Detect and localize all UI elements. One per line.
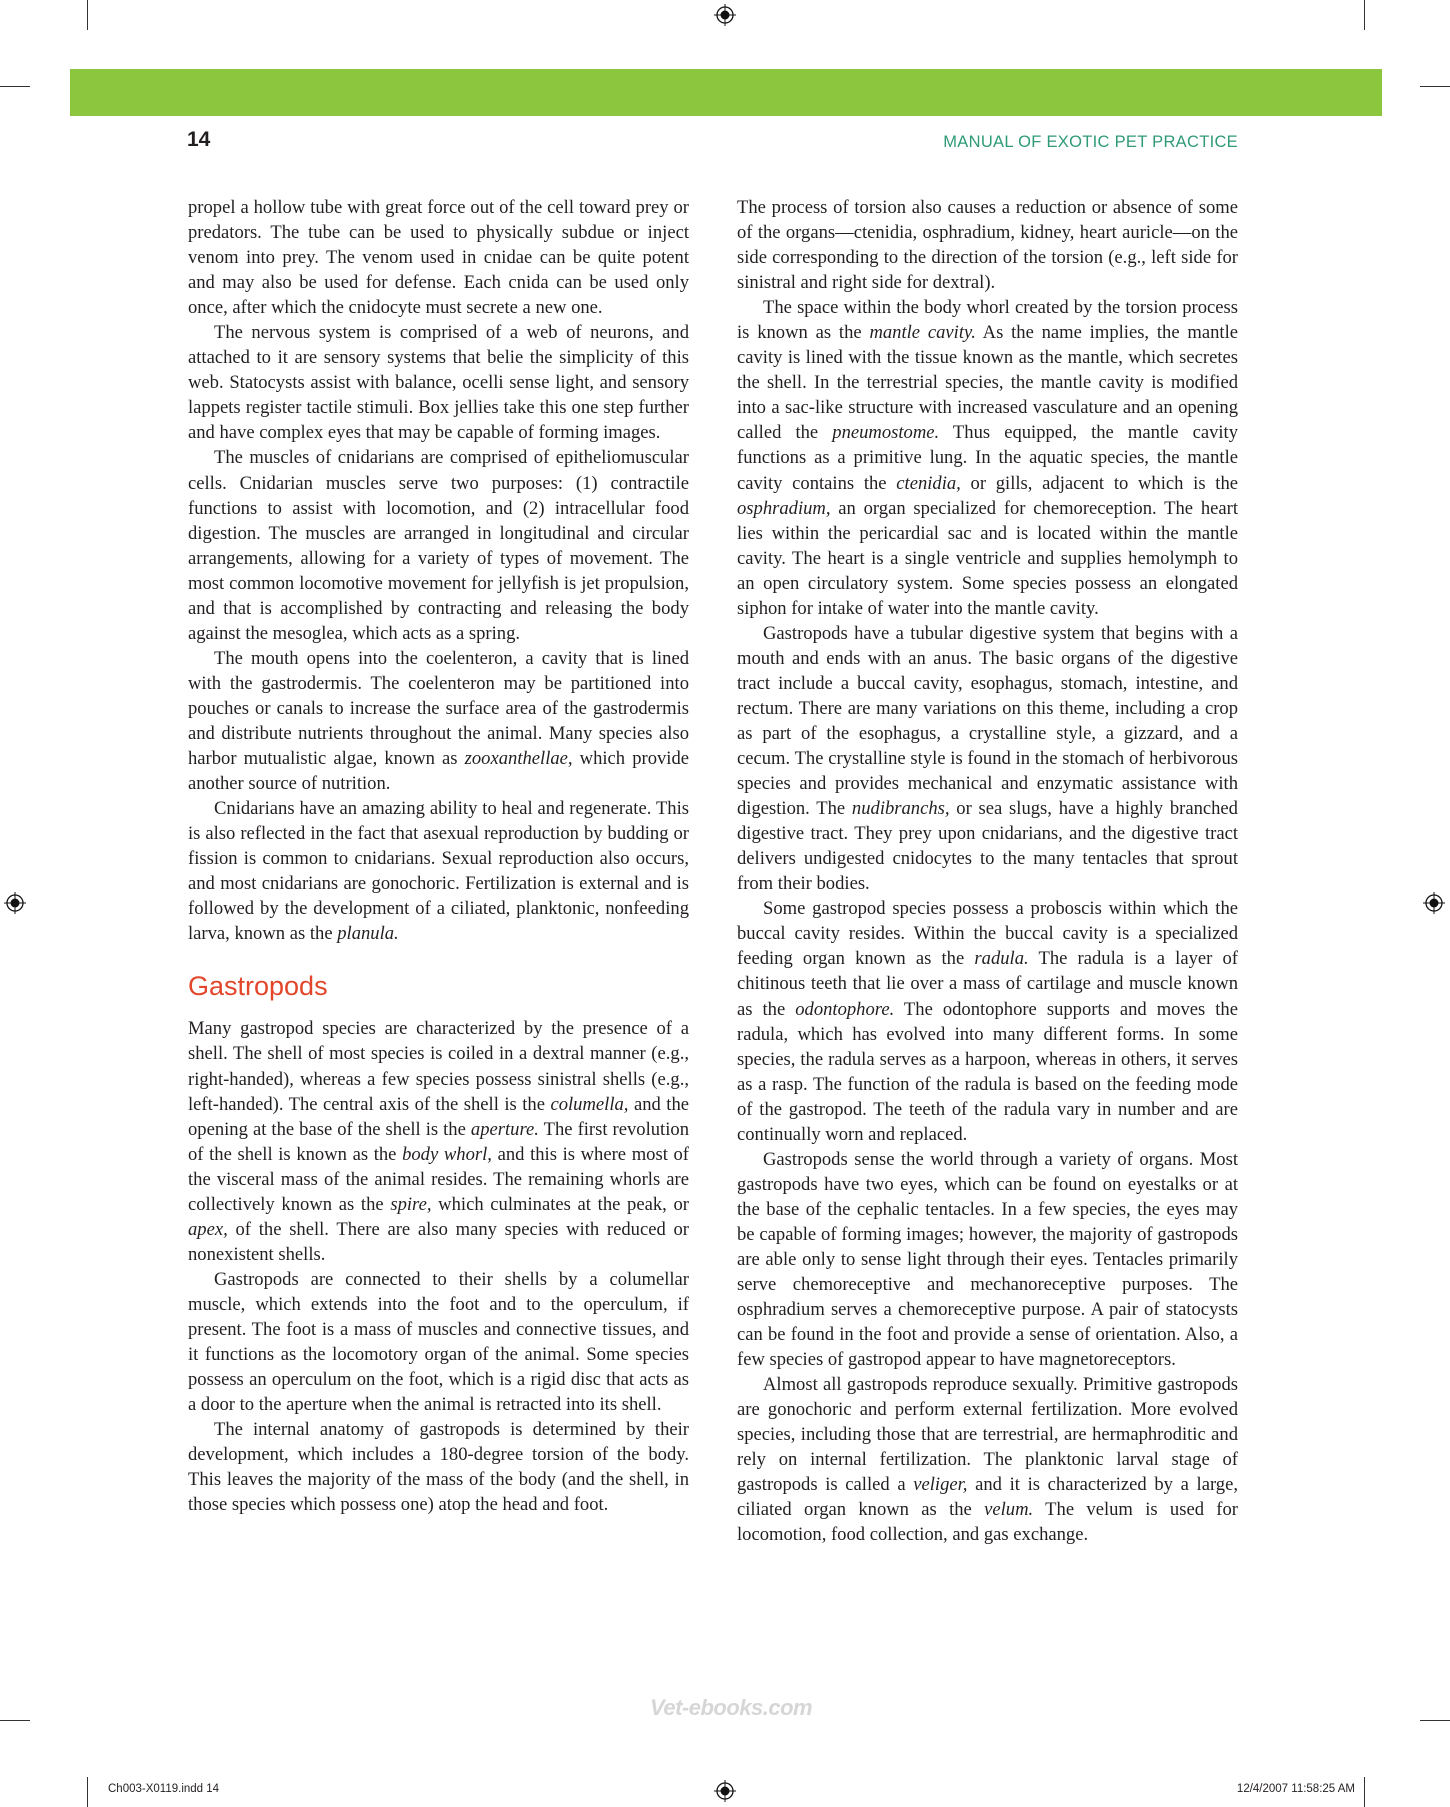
italic-term: planula. (337, 923, 399, 945)
slug-filename: Ch003-X0119.indd 14 (108, 1783, 220, 1795)
italic-term: mantle cavity. (869, 322, 976, 344)
crop-mark (1364, 0, 1365, 30)
registration-mark-icon (714, 4, 736, 26)
page-number: 14 (187, 128, 211, 151)
crop-mark (0, 1720, 30, 1721)
paragraph: Almost all gastropods reproduce sexually. Primitive gastropods are gonochoric and perform external fertilization. More evolved species, including those that are terrestrial, are hermaphroditic and rely on internal fertilization. The planktonic larval stage of gastropods is called a veliger, and it is characterized by a large, ciliated organ known as the velum. The velum is used for locomotion, food collection, and gas exchange. (737, 1374, 1239, 1546)
paragraph: The mouth opens into the coelenteron, a cavity that is lined with the gastrodermis. The coelenteron may be partitioned into pouches or canals to increase the surface area of the gastrodermis and distribute nutrients throughout the animal. Many species also harbor mutualistic algae, known as zooxanthellae, which provide another source of nutrition. (188, 647, 689, 795)
italic-term: ctenidia, (896, 472, 961, 494)
crop-mark (87, 0, 88, 30)
crop-mark (0, 86, 30, 87)
paragraph: The internal anatomy of gastropods is determined by their development, which includes a 180-degree torsion of the body. This leaves the majority of the mass of the body (and the shell, in those species which possess one) atop the head and foot. (188, 1419, 689, 1516)
italic-term: velum. (984, 1499, 1034, 1521)
left-column (188, 195, 689, 1517)
header-color-band (70, 69, 1382, 116)
watermark: Vet-ebooks.com (650, 1695, 813, 1720)
registration-mark-icon (1423, 892, 1445, 914)
italic-term: odontophore. (795, 998, 895, 1020)
registration-mark-icon (4, 892, 26, 914)
italic-term: zooxanthellae, (464, 748, 573, 770)
italic-term: pneumostome. (832, 422, 940, 444)
italic-term: osphradium, (737, 497, 831, 519)
paragraph: Gastropods are connected to their shells by a columellar muscle, which extends into the foot and to the operculum, if present. The foot is a mass of muscles and connective tissues, and it functions as the locomotory organ of the animal. Some species possess an operculum on the foot, which is a rigid disc that acts as a door to the aperture when the animal is retracted into its shell. (188, 1268, 689, 1416)
registration-mark-icon (714, 1780, 736, 1802)
italic-term: apex, (188, 1218, 228, 1240)
slug-timestamp: 12/4/2007 11:58:25 AM (1236, 1783, 1355, 1795)
italic-term: nudibranchs, (851, 798, 950, 820)
right-column (737, 195, 1238, 1548)
italic-term: columella, (550, 1093, 629, 1115)
crop-mark (1420, 1720, 1450, 1721)
italic-term: spire, (390, 1193, 432, 1215)
paragraph: The muscles of cnidarians are comprised of epitheliomuscular cells. Cnidarian muscles serve two purposes: (1) contractile functions to assist with locomotion, and (2) intracellular food digestion. The muscles are arranged in longitudinal and circular arrangements, allowing for a variety of types of movement. The most common locomotive movement for jellyfish is jet propulsion, and that is accomplished by contracting and releasing the body against the mesoglea, which acts as a spring. (188, 447, 689, 644)
italic-term: aperture. (470, 1118, 539, 1140)
crop-mark (87, 1777, 88, 1807)
italic-term: radula. (974, 948, 1029, 970)
running-head: MANUAL OF EXOTIC PET PRACTICE (943, 133, 1238, 151)
paragraph: The nervous system is comprised of a web of neurons, and attached to it are sensory systems that belie the simplicity of this web. Statocysts assist with balance, ocelli sense light, and sensory lappets register tactile stimuli. Box jellies take this one step further and have complex eyes that may be capable of forming images. (188, 322, 689, 444)
paragraph: The space within the body whorl created by the torsion process is known as the mantle cavity. As the name implies, the mantle cavity is lined with the tissue known as the mantle, which secretes the shell. In the terrestrial species, the mantle cavity is modified into a sac-like structure with increased vasculature and an opening called the pneumostome. Thus equipped, the mantle cavity functions as a primitive lung. In the aquatic species, the mantle cavity contains the ctenidia, or gills, adjacent to which is the osphradium, an organ specialized for chemoreception. The heart lies within the pericardial sac and is located within the mantle cavity. The heart is a single ventricle and supplies hemolymph to an open circulatory system. Some species possess an elongated siphon for intake of water into the mantle cavity. (737, 297, 1238, 619)
paragraph: Cnidarians have an amazing ability to heal and regenerate. This is also reflected in the fact that asexual reproduction by budding or fission is common to cnidarians. Sexual reproduction also occurs, and most cnidarians are gonochoric. Fertilization is external and is followed by the development of a ciliated, planktonic, nonfeeding larva, known as the planula. (188, 798, 689, 945)
paragraph: Some gastropod species possess a proboscis within which the buccal cavity resides. Within the buccal cavity is a specialized feeding organ known as the radula. The radula is a layer of chitinous teeth that lie over a mass of cartilage and muscle known as the odontophore. The odontophore supports and moves the radula, which has evolved into many different forms. In some species, the radula serves as a harpoon, whereas in others, it serves as a rasp. The function of the radula is based on the feeding mode of the gastropod. The teeth of the radula vary in number and are continually worn and replaced. (737, 898, 1238, 1145)
italic-term: body whorl, (402, 1143, 492, 1165)
paragraph: Many gastropod species are characterized by the presence of a shell. The shell of most species is coiled in a dextral manner (e.g., right-handed), whereas a few species possess sinistral shells (e.g., left-handed). The central axis of the shell is the columella, and the opening at the base of the shell is the aperture. The first revolution of the shell is known as the body whorl, and this is where most of the visceral mass of the animal resides. The remaining whorls are collectively known as the spire, which culminates at the peak, or apex, of the shell. There are also many species with reduced or nonexistent shells. (188, 1018, 689, 1265)
crop-mark (1364, 1777, 1365, 1807)
crop-mark (1420, 86, 1450, 87)
section-heading: Gastropods (188, 971, 328, 1002)
paragraph: Gastropods have a tubular digestive system that begins with a mouth and ends with an anus. The basic organs of the digestive tract include a buccal cavity, esophagus, stomach, intestine, and rectum. There are many variations on this theme, including a crop as part of the esophagus, a crystalline style, a gizzard, and a cecum. The crystalline style is found in the stomach of herbivorous species and provides mechanical and enzymatic assistance with digestion. The nudibranchs, or sea slugs, have a highly branched digestive tract. They prey upon cnidarians, and the digestive tract delivers undigested cnidocytes to the many tentacles that sprout from their bodies. (737, 622, 1238, 895)
paragraph: Gastropods sense the world through a variety of organs. Most gastropods have two eyes, which can be found on eyestalks or at the base of the cephalic tentacles. In a few species, the eyes may be capable of forming images; however, the majority of gastropods are able only to sense light through their eyes. Tentacles primarily serve chemoreceptive and mechanoreceptive purposes. The osphradium serves a chemoreceptive purpose. A pair of statocysts can be found in the foot and provide a sense of orientation. Also, a few species of gastropod appear to have magnetoreceptors. (737, 1148, 1238, 1371)
italic-term: veliger, (913, 1474, 968, 1496)
paragraph: The process of torsion also causes a reduction or absence of some of the organs—ctenidia, osphradium, kidney, heart auricle—on the side corresponding to the direction of the torsion (e.g., left side for sinistral and right side for dextral). (737, 197, 1238, 294)
paragraph: propel a hollow tube with great force out of the cell toward prey or predators. The tube can be used to physically subdue or inject venom into prey. The venom used in cnidae can be quite potent and may also be used for defense. Each cnida can be used only once, after which the cnidocyte must secrete a new one. (188, 197, 689, 319)
